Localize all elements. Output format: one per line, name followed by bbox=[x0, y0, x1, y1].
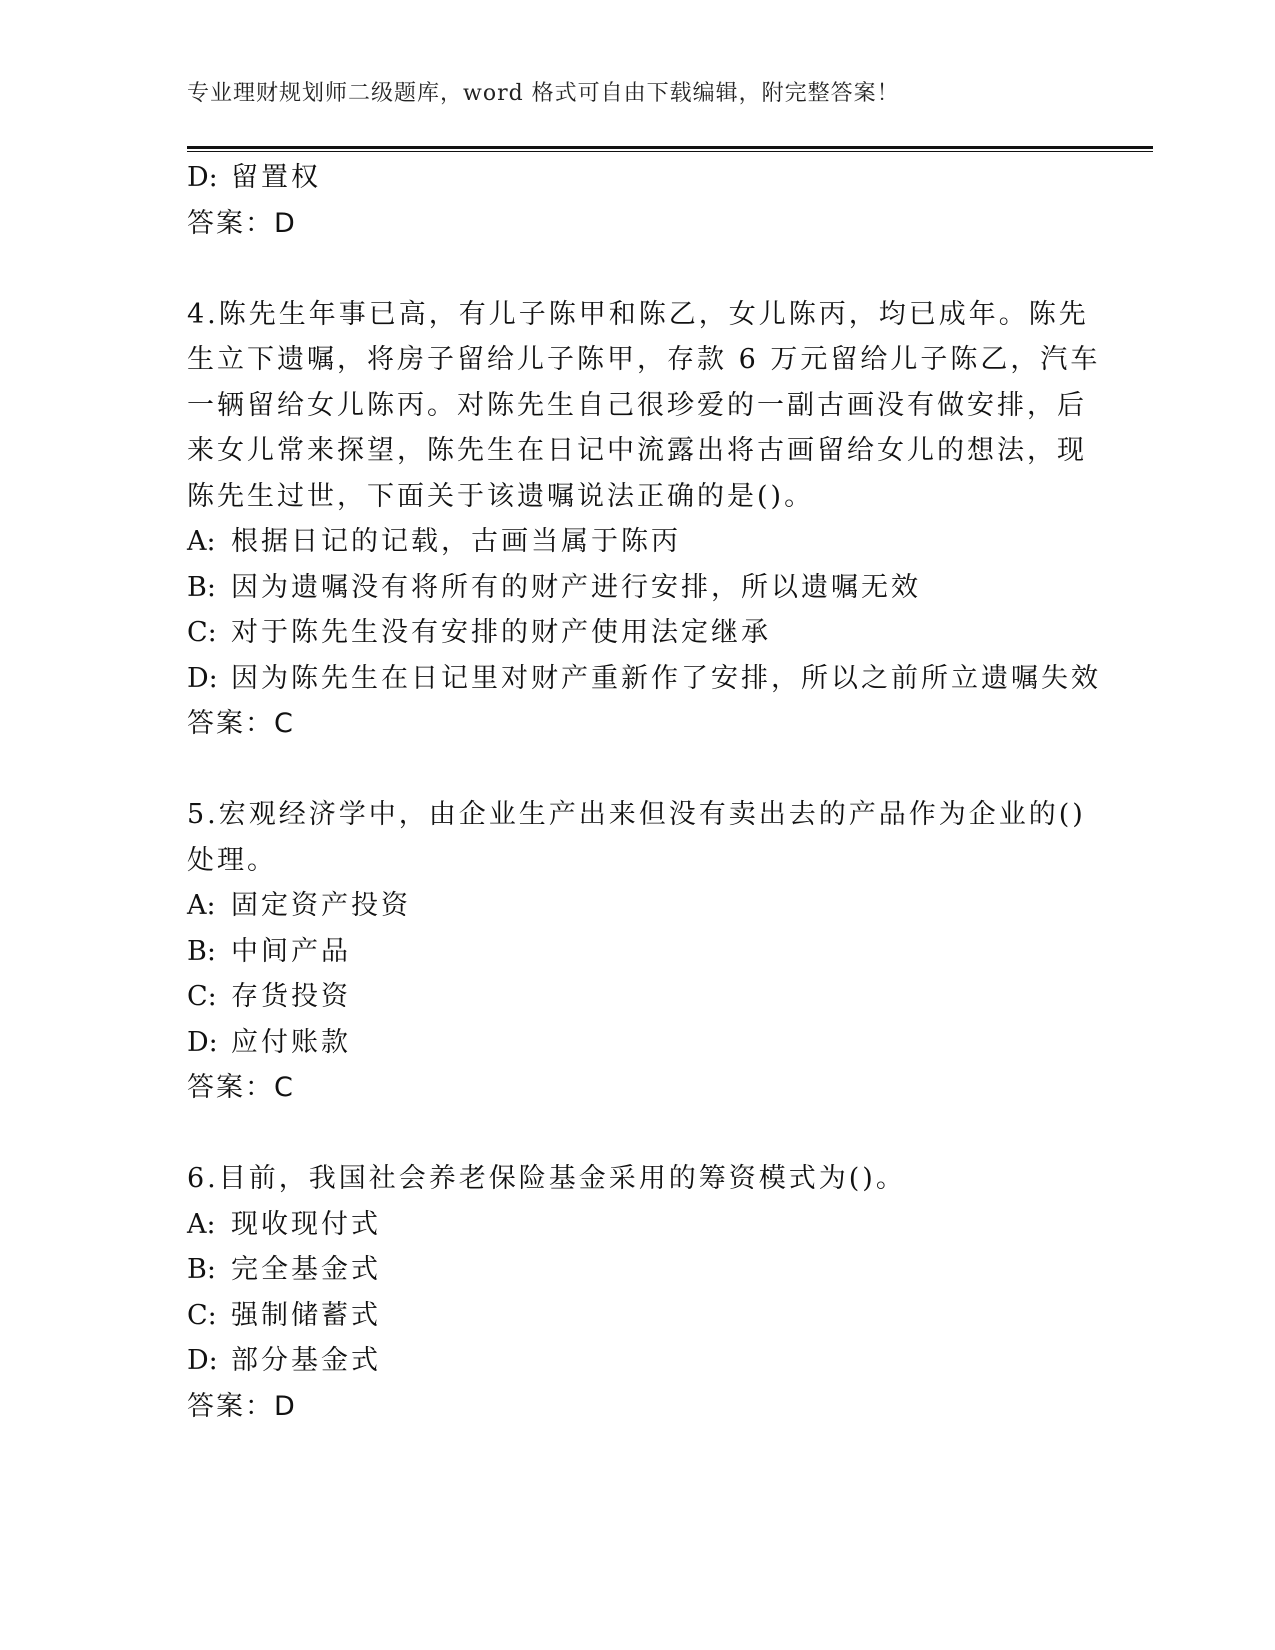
header-note: 专业理财规划师二级题库，word 格式可自由下载编辑，附完整答案！ bbox=[187, 81, 900, 106]
header-rule-thick bbox=[187, 146, 1153, 149]
option-text: 中间产品 bbox=[231, 935, 351, 967]
option-text: 留置权 bbox=[231, 162, 321, 193]
option-a bbox=[187, 883, 1087, 929]
option-text: 根据日记的记载，古画当属于陈丙 bbox=[231, 526, 681, 557]
option-letter: C: bbox=[187, 617, 217, 648]
option-d bbox=[187, 155, 1087, 201]
option-text: 固定资产投资 bbox=[231, 890, 411, 921]
question-content bbox=[187, 155, 1101, 1429]
option-a bbox=[187, 519, 1087, 565]
option-c bbox=[187, 1293, 1087, 1339]
option-text: 强制储蓄式 bbox=[231, 1299, 381, 1331]
question-text-line: 6.目前，我国社会养老保险基金采用的筹资模式为()。 bbox=[187, 1163, 906, 1194]
header-rule-thin bbox=[187, 151, 1153, 152]
option-b bbox=[187, 929, 1087, 975]
answer-line: 答案：D bbox=[187, 207, 297, 239]
option-a bbox=[187, 1202, 1087, 1248]
question-gap bbox=[187, 246, 1087, 292]
option-text: 对于陈先生没有安排的财产使用法定继承 bbox=[231, 617, 771, 648]
question-text-line: 5.宏观经济学中，由企业生产出来但没有卖出去的产品作为企业的() bbox=[187, 799, 1086, 830]
question-text-line: 处理。 bbox=[187, 844, 277, 876]
answer-line: 答案：C bbox=[187, 708, 295, 739]
option-letter: D: bbox=[187, 1026, 218, 1058]
option-d bbox=[187, 1338, 1087, 1384]
option-letter: B: bbox=[187, 1254, 216, 1285]
option-letter: A: bbox=[187, 1208, 216, 1240]
question-text-line: 陈先生过世，下面关于该遗嘱说法正确的是()。 bbox=[187, 480, 815, 512]
option-text: 部分基金式 bbox=[231, 1345, 381, 1376]
question-text-line: 来女儿常来探望，陈先生在日记中流露出将古画留给女儿的想法，现 bbox=[187, 435, 1087, 466]
option-text: 因为遗嘱没有将所有的财产进行安排，所以遗嘱无效 bbox=[231, 571, 921, 603]
option-c bbox=[187, 974, 1087, 1020]
answer-line: 答案：C bbox=[187, 1072, 295, 1103]
option-text: 因为陈先生在日记里对财产重新作了安排，所以之前所立遗嘱失效 bbox=[231, 662, 1101, 694]
question-text-line: 4.陈先生年事已高，有儿子陈甲和陈乙，女儿陈丙，均已成年。陈先 bbox=[187, 298, 1089, 330]
option-letter: B: bbox=[187, 571, 216, 603]
option-letter: C: bbox=[187, 981, 217, 1012]
question-gap bbox=[187, 747, 1087, 793]
option-letter: D: bbox=[187, 1345, 218, 1376]
option-letter: D: bbox=[187, 662, 218, 694]
option-b bbox=[187, 565, 1087, 611]
option-letter: A: bbox=[187, 526, 216, 557]
option-d bbox=[187, 656, 1101, 702]
answer-line: 答案：D bbox=[187, 1390, 297, 1422]
question-text-line: 生立下遗嘱，将房子留给儿子陈甲，存款 6 万元留给儿子陈乙，汽车 bbox=[187, 344, 1101, 375]
question-6 bbox=[187, 1156, 1087, 1429]
question-text-line: 一辆留给女儿陈丙。对陈先生自己很珍爱的一副古画没有做安排，后 bbox=[187, 389, 1087, 421]
option-c bbox=[187, 610, 1087, 656]
option-text: 应付账款 bbox=[231, 1026, 351, 1058]
option-text: 现收现付式 bbox=[231, 1208, 381, 1240]
option-b bbox=[187, 1247, 1087, 1293]
question-gap bbox=[187, 1111, 1087, 1157]
option-letter: C: bbox=[187, 1299, 217, 1331]
option-text: 完全基金式 bbox=[231, 1254, 381, 1285]
option-letter: D: bbox=[187, 162, 218, 193]
option-d bbox=[187, 1020, 1087, 1066]
question-5 bbox=[187, 792, 1087, 1111]
question-4 bbox=[187, 292, 1101, 747]
option-letter: A: bbox=[187, 890, 216, 921]
option-letter: B: bbox=[187, 935, 216, 967]
option-text: 存货投资 bbox=[231, 981, 351, 1012]
